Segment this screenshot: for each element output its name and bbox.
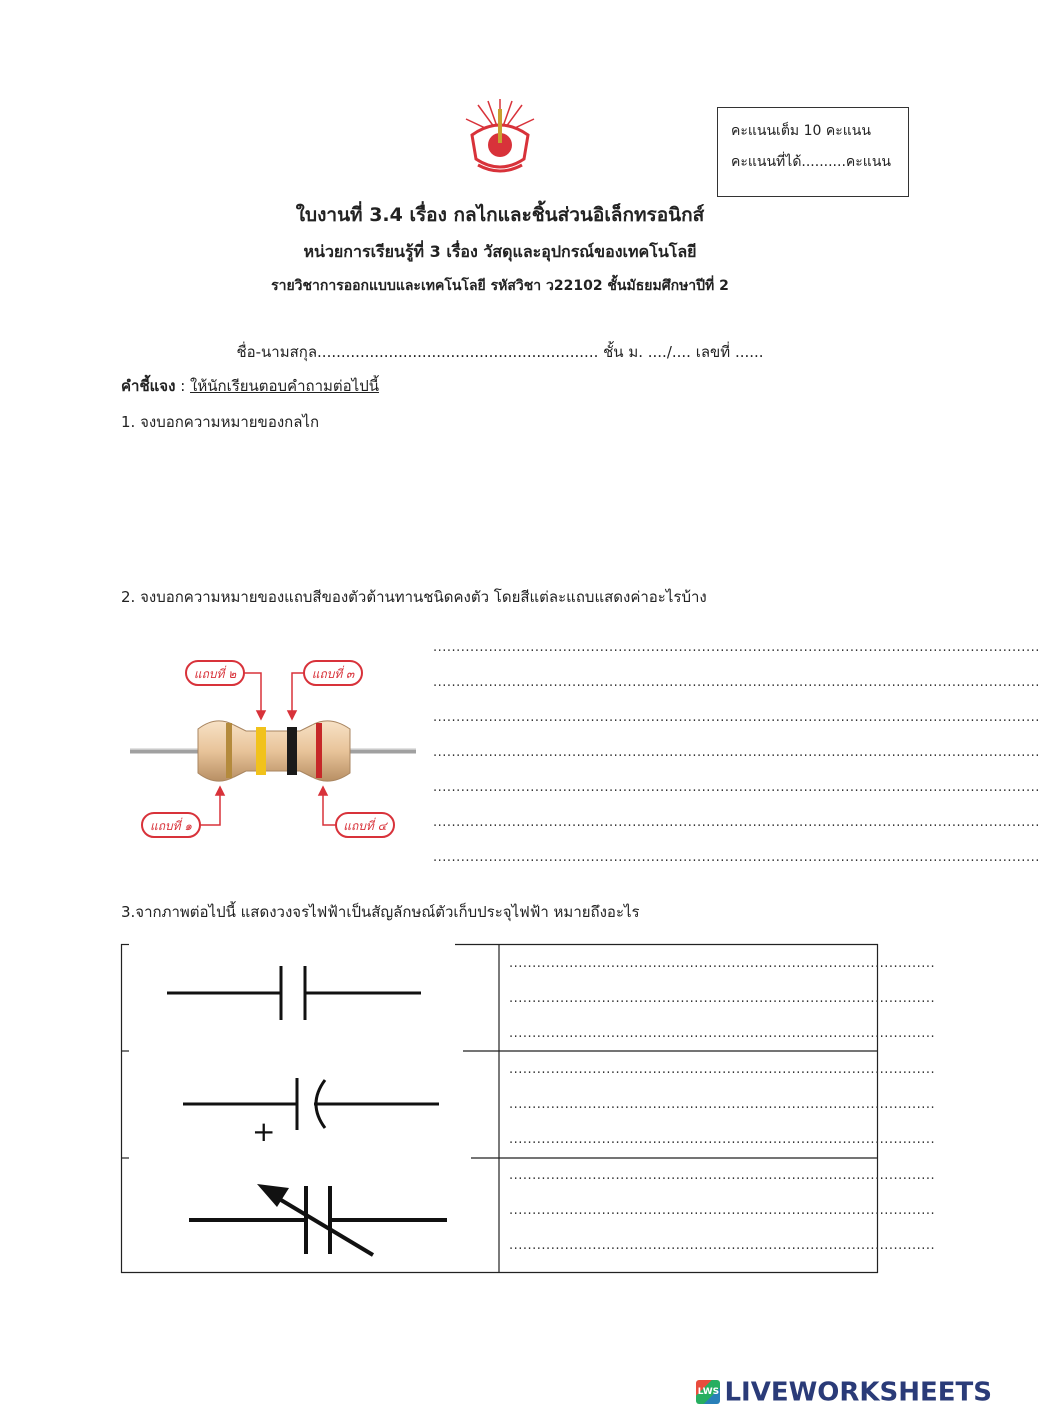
answer-line[interactable]: ...................................................................................................................................	[433, 675, 1040, 690]
course-info: รายวิชาการออกแบบและเทคโนโลยี รหัสวิชา ว22102 ชั้นมัธยมศึกษาปีที่ 2	[271, 278, 729, 294]
question-1: 1. จงบอกความหมายของกลไก	[121, 413, 320, 431]
lws-badge-icon	[696, 1380, 720, 1404]
table-answer-line[interactable]: ............................................................................................	[509, 1097, 936, 1112]
answer-line[interactable]: ...................................................................................................................................	[433, 850, 1040, 865]
table-answer-line[interactable]: ............................................................................................	[509, 1026, 936, 1041]
question-2: 2. จงบอกความหมายของแถบสีของตัวต้านทานชนิดคงตัว โดยสีแต่ละแถบแสดงค่าอะไรบ้าง	[121, 588, 707, 606]
answer-line[interactable]: ...................................................................................................................................	[433, 640, 1040, 655]
instructions-label: คำชี้แจง	[121, 377, 176, 395]
answer-line[interactable]: ...................................................................................................................................	[433, 710, 1040, 725]
unit-title: หน่วยการเรียนรู้ที่ 3 เรื่อง วัสดุและอุปกรณ์ของเทคโนโลยี	[303, 242, 697, 261]
table-answer-line[interactable]: ............................................................................................	[509, 956, 936, 971]
brand-name: LIVEWORKSHEETS	[724, 1377, 992, 1407]
score-box	[717, 107, 909, 197]
table-answer-line[interactable]: ............................................................................................	[509, 1203, 936, 1218]
instructions	[121, 374, 379, 398]
liveworksheets-logo[interactable]	[696, 1377, 992, 1408]
table-answer-line[interactable]: ............................................................................................	[509, 1238, 936, 1253]
school-logo	[458, 95, 542, 181]
polarized-capacitor-symbol	[183, 1078, 439, 1130]
resistor-image	[128, 645, 418, 845]
student-info-line: ชื่อ-นามสกุล........................................................... ชั้น ม. ..../.... เลขที่ ......	[236, 343, 764, 361]
band1-label: แถบที่ ๑	[150, 819, 192, 833]
band4-label: แถบที่ ๔	[343, 819, 387, 833]
question-3: 3.จากภาพต่อไปนี้ แสดงวงจรไฟฟ้าเป็นสัญลักษณ์ตัวเก็บประจุไฟฟ้า หมายถึงอะไร	[121, 903, 640, 921]
capacitor-symbol	[167, 966, 421, 1020]
band2-label: แถบที่ ๒	[193, 667, 237, 681]
band3-label: แถบที่ ๓	[311, 667, 355, 681]
answer-line[interactable]: ...................................................................................................................................	[433, 780, 1040, 795]
answer-line[interactable]: ...................................................................................................................................	[433, 745, 1040, 760]
instructions-sep: :	[175, 377, 191, 395]
obtained-score: คะแนนที่ได้..........คะแนน	[731, 154, 891, 170]
variable-capacitor-symbol	[189, 1186, 447, 1255]
answer-line[interactable]: ...................................................................................................................................	[433, 815, 1040, 830]
instructions-text: ให้นักเรียนตอบคำถามต่อไปนี้	[190, 377, 379, 395]
table-answer-line[interactable]: ............................................................................................	[509, 1132, 936, 1147]
lws-badge-text: LWS	[696, 1380, 720, 1404]
full-score: คะแนนเต็ม 10 คะแนน	[731, 123, 871, 139]
capacitor-table	[121, 944, 936, 1273]
table-answer-line[interactable]: ............................................................................................	[509, 1168, 936, 1183]
table-answer-line[interactable]: ............................................................................................	[509, 991, 936, 1006]
worksheet-title: ใบงานที่ 3.4 เรื่อง กลไกและชิ้นส่วนอิเล็กทรอนิกส์	[295, 204, 705, 226]
plus-sign: +	[252, 1115, 276, 1148]
table-answer-line[interactable]: ............................................................................................	[509, 1062, 936, 1077]
